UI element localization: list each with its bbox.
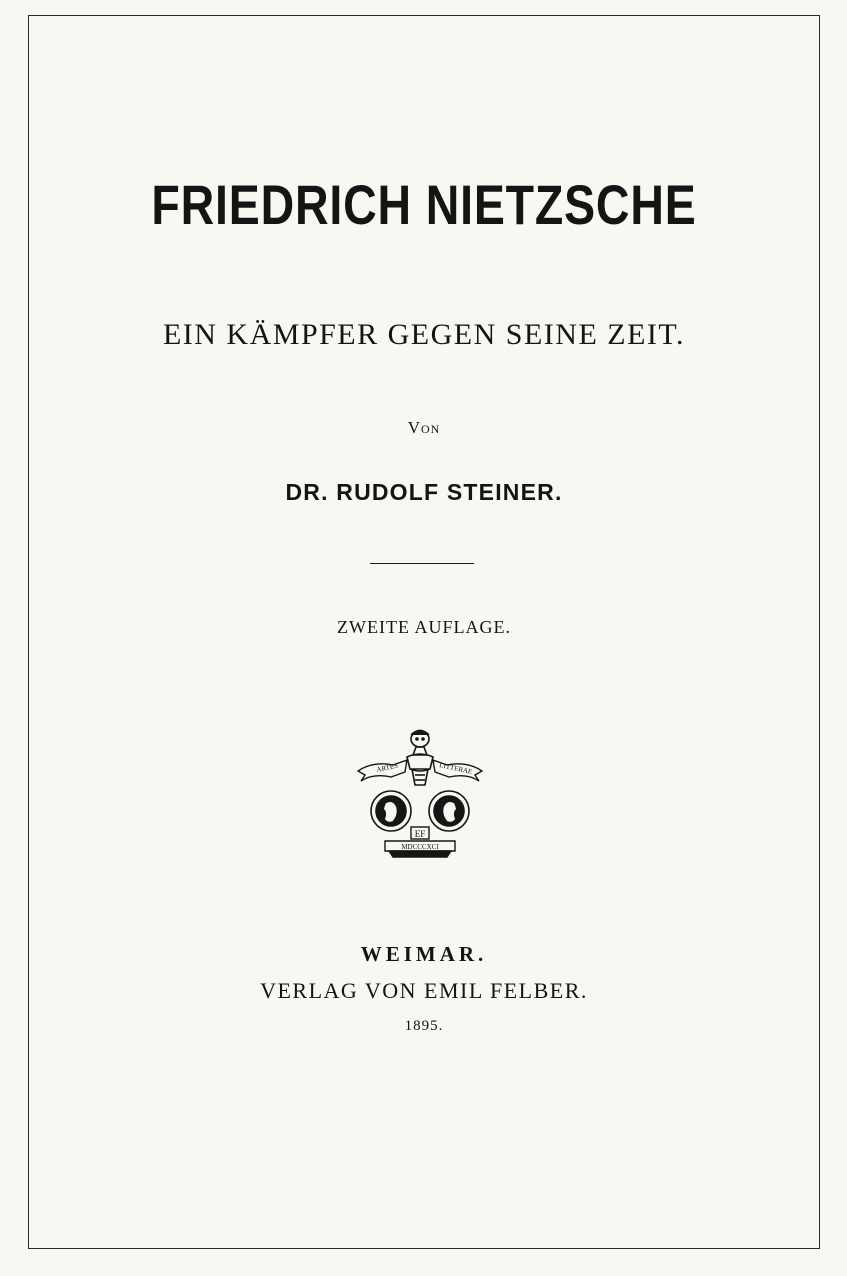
medallion-icon <box>371 791 469 831</box>
banner-left-text: ARTES <box>375 761 399 774</box>
herm-bust-icon <box>407 731 433 786</box>
author-name: DR. RUDOLF STEINER. <box>285 479 563 505</box>
publication-year: 1895. <box>404 1018 444 1034</box>
publisher-name: VERLAG VON EMIL FELBER. <box>260 978 588 1003</box>
emblem-date: MDCCCXCI <box>401 843 439 851</box>
banner-right-text: LITTERAE <box>438 761 473 776</box>
emblem-monogram: EF <box>414 829 426 839</box>
book-subtitle: EIN KÄMPFER GEGEN SEINE ZEIT. <box>162 318 686 351</box>
edition-label: ZWEITE AUFLAGE. <box>337 617 511 637</box>
publication-place: WEIMAR. <box>360 942 488 966</box>
by-line: Von <box>407 418 441 437</box>
book-title: FRIEDRICH NIETZSCHE <box>151 173 697 236</box>
divider-rule <box>370 563 474 564</box>
publisher-emblem-icon <box>355 727 485 859</box>
